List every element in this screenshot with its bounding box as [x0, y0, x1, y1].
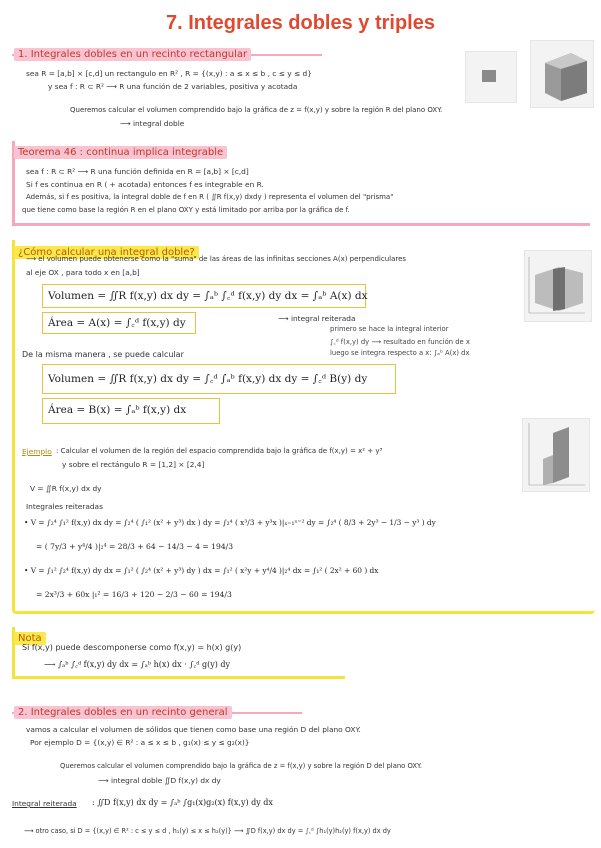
- prism-figure: [530, 40, 594, 108]
- teorema-l3: Además, si f es positiva, la integral doble de f en R ( ∬R f(x,y) dxdy ) representa el volumen del "prisma": [26, 193, 394, 201]
- calc-l2: al eje OX , para todo x en [a,b]: [26, 268, 140, 277]
- sec1-line2: y sea f : R ⊂ R² ⟶ R una función de 2 variables, positiva y acotada: [48, 82, 298, 91]
- calc-heading: ¿Cómo calcular una integral doble?: [14, 240, 199, 259]
- iter-step2: ∫꜀ᵈ f(x,y) dy ⟶ resultado en función de x: [330, 338, 470, 346]
- sec2-last: ⟶ otro caso, si D = {(x,y) ∈ R² : c ≤ y ≤ d , h₁(y) ≤ x ≤ h₂(y)} ⟶ ∬D f(x,y) dx dy = ∫꜀ᵈ ∫h₁(y)h₂(y) f(x,y) dx dy: [24, 827, 391, 835]
- teorema-heading: Teorema 46 : continua implica integrable: [14, 140, 227, 159]
- example-calc3: • V = ∫₁² ∫₂⁴ f(x,y) dy dx = ∫₁² ( ∫₂⁴ (x² + y³) dy ) dx = ∫₁² ( x²y + y⁴/4 )|₂⁴ dx = ∫₁² ( 2x² + 60 ) dx: [24, 566, 379, 575]
- iter-label: ⟶ integral reiterada: [278, 314, 356, 323]
- nota-heading: Nota: [14, 626, 46, 645]
- area2-formula: Área = B(x) = ∫ₐᵇ f(x,y) dx: [48, 404, 187, 416]
- section1-heading: 1. Integrales dobles en un recinto rectangular: [14, 42, 251, 61]
- sec1-line4: ⟶ integral doble: [120, 119, 185, 128]
- section2-heading: 2. Integrales dobles en un recinto general: [14, 700, 232, 719]
- sec1-line1: sea R = [a,b] × [c,d] un rectangulo en R² , R = {(x,y) : a ≤ x ≤ b , c ≤ y ≤ d}: [26, 69, 312, 78]
- teorema-l2: Si f es continua en R ( + acotada) entonces f es integrable en R.: [26, 180, 264, 189]
- volume1-formula: Volumen = ∬R f(x,y) dx dy = ∫ₐᵇ ∫꜀ᵈ f(x,y) dy dx = ∫ₐᵇ A(x) dx: [48, 290, 368, 302]
- teorema-l4: que tiene como base la región R en el plano OXY y está limitado por arriba por la gráfica de f.: [22, 206, 350, 214]
- iter-step1: primero se hace la integral interior: [330, 325, 449, 333]
- same-way: De la misma manera , se puede calcular: [22, 350, 184, 359]
- sec1-line3: Queremos calcular el volumen comprendido bajo la gráfica de z = f(x,y) y sobre la región R del plano OXY.: [70, 106, 443, 114]
- sec2-l3: Queremos calcular el volumen comprendido bajo la gráfica de z = f(x,y) y sobre la región D del plano OXY.: [60, 762, 422, 770]
- sec2-l1: vamos a calcular el volumen de sólidos que tienen como base una región D del plano OXY.: [26, 725, 361, 734]
- example-l2: y sobre el rectángulo R = [1,2] × [2,4]: [62, 460, 205, 469]
- sec2-l4: ⟶ integral doble ∬D f(x,y) dx dy: [98, 776, 221, 785]
- volume2-formula: Volumen = ∬R f(x,y) dx dy = ∫꜀ᵈ ∫ₐᵇ f(x,y) dx dy = ∫꜀ᵈ B(y) dy: [48, 373, 368, 385]
- example-reit: Integrales reiteradas: [26, 502, 103, 511]
- sec2-reit-label: Integral reiterada: [12, 799, 77, 808]
- nota-frame: [12, 627, 345, 679]
- section-figure: [524, 250, 592, 322]
- nota-l1: Si f(x,y) puede descomponerse como f(x,y) = h(x) g(y): [22, 643, 242, 652]
- iter-step3: luego se integra respecto a x: ∫ₐᵇ A(x) dx: [330, 349, 470, 357]
- teorema-l1: sea f : R ⊂ R² ⟶ R una función definida en R = [a,b] × [c,d]: [26, 167, 249, 176]
- sec2-l2: Por ejemplo D = {(x,y) ∈ R² : a ≤ x ≤ b , g₁(x) ≤ y ≤ g₂(x)}: [30, 738, 250, 747]
- example-l1: : Calcular el volumen de la región del espacio comprendida bajo la gráfica de f(x,y) = x² + y³: [56, 447, 383, 455]
- example-figure: [522, 418, 590, 492]
- example-calc4: = 2x³/3 + 60x |₁² = 16/3 + 120 − 2/3 − 60 = 194/3: [36, 590, 232, 599]
- sec2-reit: : ∬D f(x,y) dx dy = ∫ₐᵇ ∫g₁(x)g₂(x) f(x,y) dy dx: [92, 798, 273, 807]
- rectangle-figure: [465, 51, 517, 103]
- area1-formula: Área = A(x) = ∫꜀ᵈ f(x,y) dy: [48, 317, 186, 329]
- example-v: V = ∬R f(x,y) dx dy: [30, 484, 102, 493]
- example-calc1: • V = ∫₂⁴ ∫₁² f(x,y) dx dy = ∫₂⁴ ( ∫₁² (x² + y³) dx ) dy = ∫₂⁴ ( x³/3 + y³x )|ₓ₌₁ˣ⁼² dy = ∫₂⁴ ( 8/3 + 2y³ − 1/3 − y³ ) dy: [24, 518, 436, 527]
- nota-l2: ⟶ ∫ₐᵇ ∫꜀ᵈ f(x,y) dy dx = ∫ₐᵇ h(x) dx · ∫꜀ᵈ g(y) dy: [44, 660, 231, 669]
- calc-l1: ⟶ el volumen puede obtenerse como la "suma" de las áreas de las infinitas secciones A(x) perpendiculares: [26, 255, 407, 263]
- page-title: 7. Integrales dobles y triples: [166, 12, 435, 34]
- example-calc2: = ( 7y/3 + y⁴/4 )|₂⁴ = 28/3 + 64 − 14/3 − 4 = 194/3: [36, 542, 234, 551]
- example-label: Ejemplo: [22, 447, 52, 456]
